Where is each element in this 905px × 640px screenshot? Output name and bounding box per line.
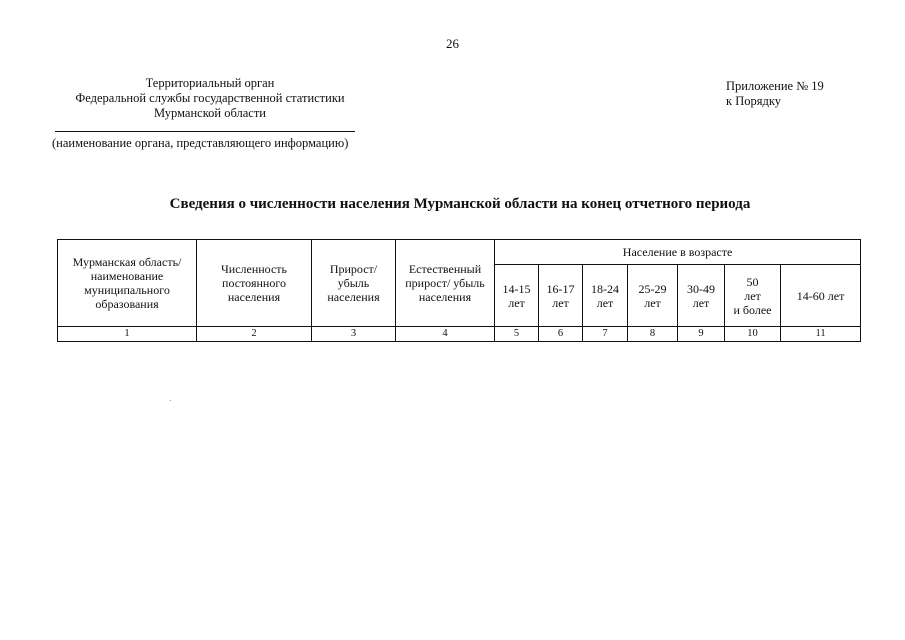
organization-block — [40, 76, 380, 121]
header-age-18-24: 18-24 лет — [583, 265, 628, 327]
table-header-row — [58, 240, 861, 265]
header-region: Мурманская область/ наименование муниципального образования — [58, 240, 197, 327]
organization-fill-line — [55, 131, 355, 132]
page-number: 26 — [446, 36, 459, 51]
column-number: 3 — [312, 327, 396, 342]
header-age-50-plus: 50 лет и более — [725, 265, 781, 327]
column-number: 9 — [678, 327, 725, 342]
appendix-order: к Порядку — [726, 94, 781, 108]
column-number: 5 — [495, 327, 539, 342]
column-number: 4 — [396, 327, 495, 342]
organization-line: Федеральной службы государственной статистики — [75, 91, 345, 105]
organization-line: Территориальный орган — [145, 76, 275, 90]
population-table — [57, 239, 861, 342]
header-age-14-15: 14-15 лет — [495, 265, 539, 327]
header-age-30-49: 30-49 лет — [678, 265, 725, 327]
header-age-14-60: 14-60 лет — [781, 265, 861, 327]
appendix-reference — [726, 79, 824, 109]
appendix-number: Приложение № 19 — [726, 79, 824, 93]
organization-caption: (наименование органа, представляющего информацию) — [52, 136, 349, 150]
column-number: 2 — [197, 327, 312, 342]
column-number: 7 — [583, 327, 628, 342]
scan-speck — [170, 400, 171, 401]
header-age-25-29: 25-29 лет — [628, 265, 678, 327]
column-number: 6 — [539, 327, 583, 342]
document-title: Сведения о численности населения Мурманской области на конец отчетного периода — [169, 196, 751, 212]
column-number: 11 — [781, 327, 861, 342]
column-number: 10 — [725, 327, 781, 342]
header-age-group: Население в возрасте — [495, 240, 861, 265]
column-number: 8 — [628, 327, 678, 342]
header-age-16-17: 16-17 лет — [539, 265, 583, 327]
header-population: Численность постоянного населения — [197, 240, 312, 327]
organization-line: Мурманской области — [153, 106, 266, 120]
column-number: 1 — [58, 327, 197, 342]
header-natural-growth: Естественный прирост/ убыль населения — [396, 240, 495, 327]
column-number-row — [58, 327, 861, 342]
header-growth: Прирост/ убыль населения — [312, 240, 396, 327]
